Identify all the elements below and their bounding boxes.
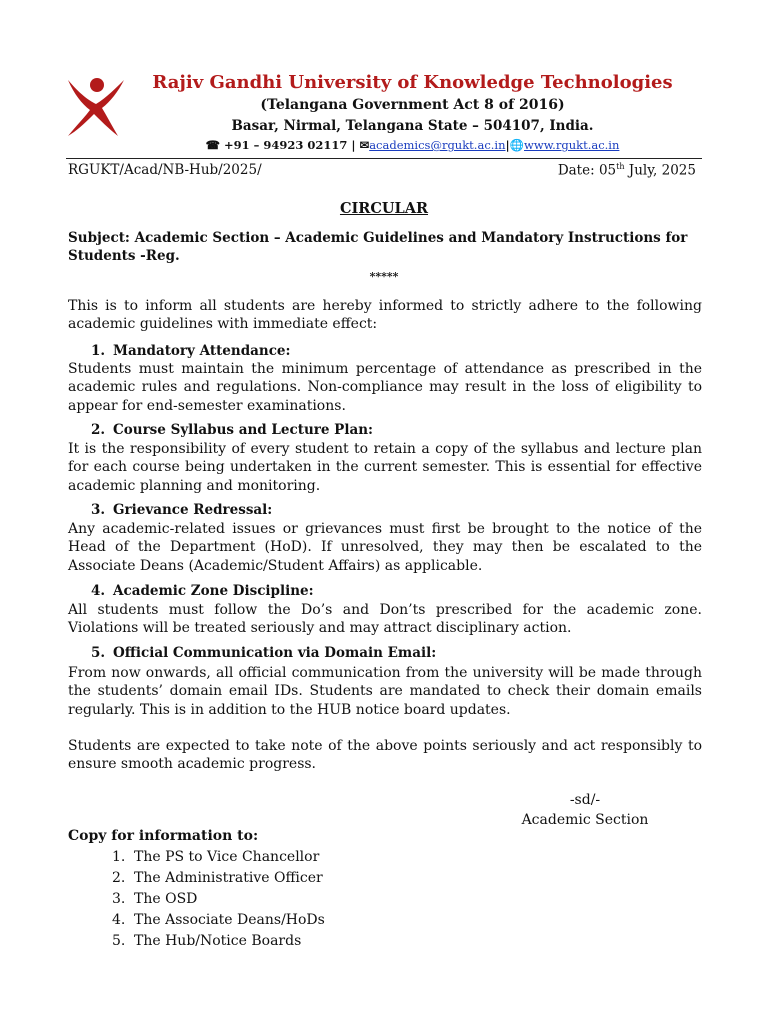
university-address: Basar, Nirmal, Telangana State – 504107, India. xyxy=(231,118,594,134)
email-link[interactable]: academics@rgukt.ac.in xyxy=(369,138,506,152)
closing-paragraph: Students are expected to take note of the above points seriously and act responsibly to ensure smooth academic progress. xyxy=(68,738,702,773)
copy-item: 4. The Associate Deans/HoDs xyxy=(112,912,325,928)
signature-office: Academic Section xyxy=(521,812,649,828)
circular-date: Date: 05th July, 2025 xyxy=(557,162,696,179)
globe-icon: 🌐 xyxy=(509,138,525,152)
mail-icon: ✉ xyxy=(359,138,370,152)
point-heading: 1. Mandatory Attendance: xyxy=(91,343,291,359)
point-heading: 4. Academic Zone Discipline: xyxy=(91,583,314,599)
copy-item: 3. The OSD xyxy=(112,891,198,907)
point-body: It is the responsibility of every student to retain a copy of the syllabus and lecture plan for each course being undertaken in the current semester. This is essential for effective academic planning and monitoring. xyxy=(68,441,702,494)
header-divider xyxy=(66,158,702,159)
point-heading: 5. Official Communication via Domain Email: xyxy=(91,645,437,661)
university-name: Rajiv Gandhi University of Knowledge Technologies xyxy=(152,72,673,93)
phone-icon: ☎ xyxy=(205,138,220,152)
copy-item: 1. The PS to Vice Chancellor xyxy=(112,849,320,865)
copy-to-title: Copy for information to: xyxy=(68,828,259,844)
intro-paragraph: This is to inform all students are hereby informed to strictly adhere to the following academic guidelines with immediate effect: xyxy=(68,298,702,333)
point-body: All students must follow the Do’s and Don’ts prescribed for the academic zone. Violations will be treated seriously and may attract disciplinary action. xyxy=(68,602,702,637)
copy-item: 5. The Hub/Notice Boards xyxy=(112,933,302,949)
signature-block xyxy=(520,790,650,830)
university-act: (Telangana Government Act 8 of 2016) xyxy=(260,97,565,113)
rgukt-logo-icon xyxy=(66,74,126,138)
contact-separator: | xyxy=(505,138,510,152)
document-title: CIRCULAR xyxy=(339,200,429,217)
separator-stars: ***** xyxy=(369,270,399,283)
copy-item: 2. The Administrative Officer xyxy=(112,870,323,886)
point-body: Students must maintain the minimum percentage of attendance as prescribed in the academic rules and regulations. Non-compliance may result in the loss of eligibility to appear for end-semester examinations. xyxy=(68,361,702,414)
point-body: Any academic-related issues or grievances must first be brought to the notice of the Head of the Department (HoD). If unresolved, they may then be escalated to the Associate Deans (Academic/Student Affairs) as applicable. xyxy=(68,521,702,574)
subject-line: Subject: Academic Section – Academic Guidelines and Mandatory Instructions for Students -Reg. xyxy=(68,230,688,264)
reference-number: RGUKT/Acad/NB-Hub/2025/ xyxy=(68,162,262,178)
website-link[interactable]: www.rgukt.ac.in xyxy=(524,138,620,152)
contact-line xyxy=(140,138,685,152)
point-heading: 2. Course Syllabus and Lecture Plan: xyxy=(91,422,374,438)
point-body: From now onwards, all official communication from the university will be made through the students’ domain email IDs. Students are mandated to check their domain emails regularly. This is in addition to the HUB notice board updates. xyxy=(68,665,702,718)
point-heading: 3. Grievance Redressal: xyxy=(91,502,273,518)
phone-number: +91 – 94923 02117 | xyxy=(223,138,356,152)
signature-sd: -sd/- xyxy=(569,792,601,808)
